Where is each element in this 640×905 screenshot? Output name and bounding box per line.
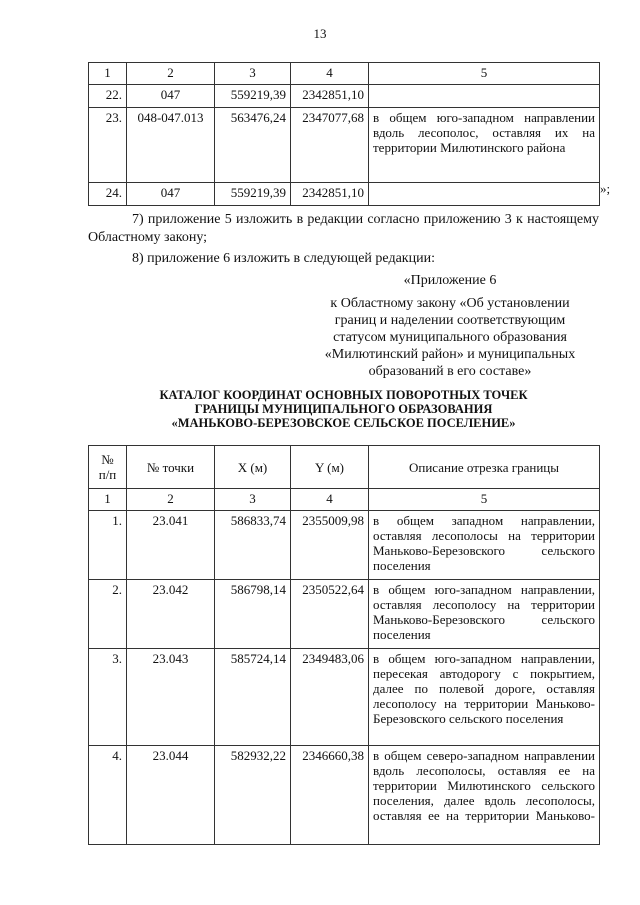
column-numbers-row: [89, 489, 600, 511]
row-number: 3.: [89, 649, 127, 746]
point-number: 23.042: [127, 580, 215, 649]
x-coordinate: 559219,39: [215, 85, 291, 108]
catalog-title-line: КАТАЛОГ КООРДИНАТ ОСНОВНЫХ ПОВОРОТНЫХ ТОЧЕК: [159, 388, 528, 402]
x-coordinate: 559219,39: [215, 183, 291, 206]
header-cell-y: Y (м): [291, 446, 369, 489]
table-header-row: [89, 63, 600, 85]
appendix-line: к Областному закону «Об установлении: [330, 296, 570, 311]
point-number: 23.043: [127, 649, 215, 746]
table-header-row: [89, 446, 600, 489]
y-coordinate: 2349483,06: [291, 649, 369, 746]
header-cell-number: [89, 446, 127, 489]
header-number-abbr: п/п: [98, 467, 117, 482]
header-cell-description: Описание отрезка границы: [369, 446, 600, 489]
table-row: [89, 580, 600, 649]
appendix-line: границ и наделении соответствующим: [334, 313, 566, 328]
table-row: [89, 746, 600, 845]
paragraph-7: [88, 211, 599, 247]
page-number: 13: [313, 26, 327, 41]
point-number: 047: [127, 183, 215, 206]
catalog-title: [88, 388, 599, 430]
table-row: [89, 85, 600, 108]
row-number: 1.: [89, 511, 127, 580]
segment-description: в общем юго-западном направлении, оставляя лесополосу на территории Маньково-Березовского сельского поселения: [369, 580, 600, 649]
column-number: 2: [127, 489, 215, 511]
x-coordinate: 586833,74: [215, 511, 291, 580]
y-coordinate: 2350522,64: [291, 580, 369, 649]
y-coordinate: 2342851,10: [291, 183, 369, 206]
header-cell: 4: [291, 63, 369, 85]
row-number: 22.: [89, 85, 127, 108]
row-number: 23.: [89, 108, 127, 183]
x-coordinate: 585724,14: [215, 649, 291, 746]
appendix-line: «Милютинский район» и муниципальных: [324, 347, 576, 362]
appendix-line: образований в его составе»: [368, 364, 532, 379]
column-number: 1: [89, 489, 127, 511]
point-number: 23.044: [127, 746, 215, 845]
segment-description: в общем западном направлении, оставляя лесополосы на территории Маньково-Березовского сельского поселения: [369, 511, 600, 580]
catalog-title-line: «МАНЬКОВО-БЕРЕЗОВСКОЕ СЕЛЬСКОЕ ПОСЕЛЕНИЕ»: [171, 416, 516, 430]
x-coordinate: 586798,14: [215, 580, 291, 649]
paragraph-8: [88, 250, 599, 268]
point-number: 047: [127, 85, 215, 108]
y-coordinate: 2355009,98: [291, 511, 369, 580]
row-number: 24.: [89, 183, 127, 206]
segment-description: [369, 85, 600, 108]
segment-description: в общем юго-западном направлении вдоль лесополос, оставляя их на территории Милютинского района: [369, 108, 600, 183]
column-number: 3: [215, 489, 291, 511]
x-coordinate: 582932,22: [215, 746, 291, 845]
row-number: 2.: [89, 580, 127, 649]
closing-quote: »;: [600, 181, 611, 196]
y-coordinate: 2342851,10: [291, 85, 369, 108]
table-row: [89, 108, 600, 183]
coordinates-table-continued: [88, 62, 600, 206]
point-number: 048-047.013: [127, 108, 215, 183]
paragraph-7-text: 7) приложение 5 изложить в редакции согласно приложению 3 к настоящему Областному закону;: [88, 212, 599, 245]
header-cell-point: № точки: [127, 446, 215, 489]
y-coordinate: 2347077,68: [291, 108, 369, 183]
table-row: [89, 511, 600, 580]
appendix-reference: [300, 295, 600, 380]
paragraph-8-text: 8) приложение 6 изложить в следующей редакции:: [132, 251, 435, 266]
table-row: [89, 183, 600, 206]
column-number: 4: [291, 489, 369, 511]
header-number-sign: №: [101, 452, 114, 467]
header-cell: 2: [127, 63, 215, 85]
segment-description: в общем северо-западном направлении вдоль лесополосы, оставляя ее на территории Милютинского сельского поселения, далее вдоль лесополосы, оставляя ее на территории Маньково-: [369, 746, 600, 845]
point-number: 23.041: [127, 511, 215, 580]
appendix-line: статусом муниципального образования: [333, 330, 567, 345]
header-cell-x: X (м): [215, 446, 291, 489]
header-cell: 5: [369, 63, 600, 85]
header-cell: 3: [215, 63, 291, 85]
appendix-title: «Приложение 6: [403, 273, 497, 288]
row-number: 4.: [89, 746, 127, 845]
table-row: [89, 649, 600, 746]
catalog-title-line: ГРАНИЦЫ МУНИЦИПАЛЬНОГО ОБРАЗОВАНИЯ: [194, 402, 493, 416]
segment-description: [369, 183, 600, 206]
coordinates-catalog-table: [88, 445, 600, 845]
x-coordinate: 563476,24: [215, 108, 291, 183]
segment-description: в общем юго-западном направлении, пересекая автодорогу с покрытием, далее по полевой дороге, оставляя лесополосу на территории Маньково-Березовского сельского поселения: [369, 649, 600, 746]
y-coordinate: 2346660,38: [291, 746, 369, 845]
column-number: 5: [369, 489, 600, 511]
header-cell: 1: [89, 63, 127, 85]
